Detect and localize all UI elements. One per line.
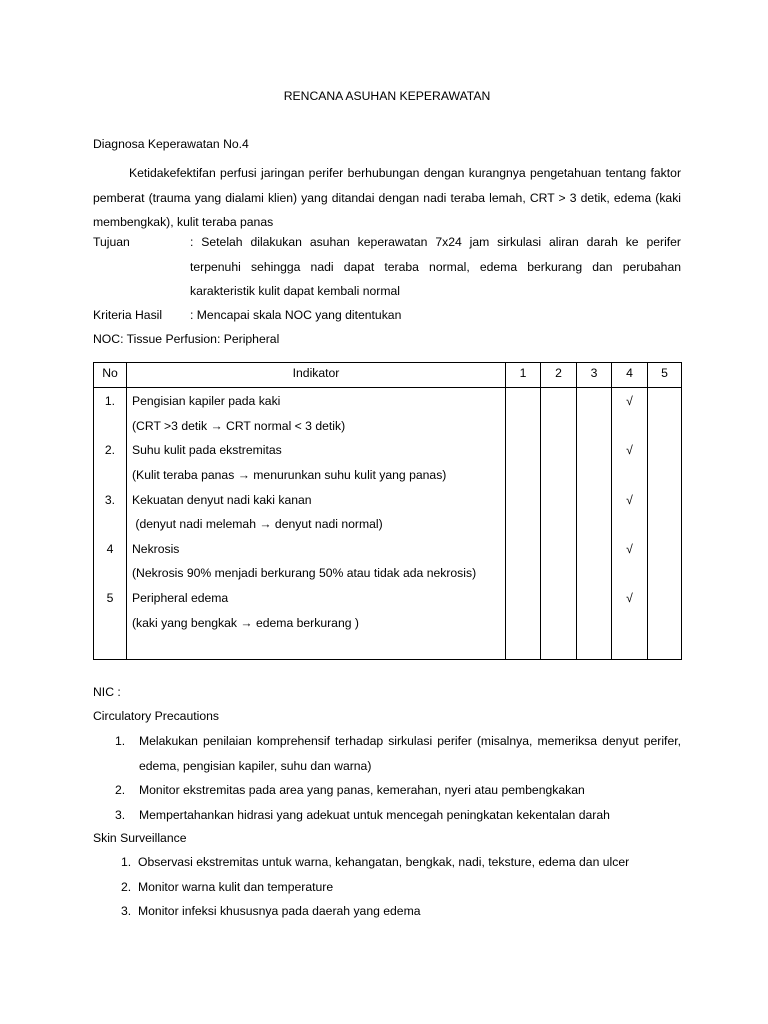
list-text: Monitor infeksi khususnya pada daerah yang edema — [138, 904, 421, 918]
list-item — [93, 778, 681, 803]
skin-heading: Skin Surveillance — [93, 831, 187, 845]
list-item — [93, 899, 681, 924]
indicator-item — [132, 438, 505, 487]
list-number: 1. — [115, 734, 126, 748]
row-number: 2. — [104, 443, 116, 458]
noc-table — [93, 362, 682, 660]
list-item — [93, 803, 681, 828]
goal-label: Tujuan — [93, 235, 130, 249]
check-mark: √ — [626, 541, 633, 556]
diagnosis-heading: Diagnosa Keperawatan No.4 — [93, 137, 249, 151]
indicator-detail: (CRT >3 detik → CRT normal < 3 detik) — [132, 418, 346, 433]
list-text: Monitor ekstremitas pada area yang panas, kemerahan, nyeri atau pembengkakan — [139, 783, 585, 797]
list-item — [93, 850, 681, 875]
criteria-text: : Mencapai skala NOC yang ditentukan — [190, 308, 402, 322]
header-no: No — [94, 363, 127, 388]
list-text: Observasi ekstremitas untuk warna, kehangatan, bengkak, nadi, teksture, edema dan ulcer — [138, 855, 630, 869]
list-item — [93, 729, 681, 778]
diagnosis-text: Ketidakefektifan perfusi jaringan perifer berhubungan dengan kurangnya pengetahuan tentang faktor pemberat (trauma yang dialami klien) yang ditandai dengan nadi teraba lemah, CRT > 3 detik, edema (kaki membengkak), kulit teraba panas — [93, 166, 681, 229]
goal-text: : Setelah dilakukan asuhan keperawatan 7x24 jam sirkulasi aliran darah ke perifer terpenuhi sehingga nadi dapat teraba normal, edema berkurang dan perubahan karakteristik kulit dapat kembali normal — [190, 235, 681, 298]
list-number: 2. — [115, 783, 126, 797]
list-number: 2. — [121, 879, 132, 894]
header-scale-2: 2 — [541, 363, 577, 388]
noc-heading: NOC: Tissue Perfusion: Peripheral — [93, 332, 280, 346]
nic-heading: NIC : — [93, 685, 121, 699]
table-row — [94, 388, 682, 660]
header-scale-4: 4 — [612, 363, 648, 388]
circulatory-heading: Circulatory Precautions — [93, 709, 219, 723]
list-number: 1. — [121, 855, 132, 869]
scale-3-column — [577, 388, 612, 660]
no-column — [94, 388, 127, 660]
list-item — [93, 875, 681, 900]
row-number: 3. — [104, 492, 116, 507]
indicator-column — [127, 388, 506, 660]
skin-list — [93, 850, 681, 924]
document-title: RENCANA ASUHAN KEPERAWATAN — [283, 89, 491, 103]
row-number: 4 — [106, 541, 114, 556]
indicator-name: Suhu kulit pada ekstremitas — [132, 443, 282, 458]
indicator-detail: (denyut nadi melemah → denyut nadi normal) — [132, 517, 383, 532]
indicator-name: Peripheral edema — [132, 591, 229, 606]
check-mark: √ — [626, 591, 633, 606]
indicator-item — [132, 537, 505, 586]
scale-5-column — [648, 388, 682, 660]
indicator-detail: (Kulit teraba panas → menurunkan suhu kulit yang panas) — [132, 467, 447, 482]
indicator-name: Kekuatan denyut nadi kaki kanan — [132, 492, 312, 507]
indicator-item — [132, 586, 505, 635]
header-scale-5: 5 — [648, 363, 682, 388]
indicator-detail: (kaki yang bengkak → edema berkurang ) — [132, 615, 359, 630]
indicator-item — [132, 389, 505, 438]
list-text: Melakukan penilaian komprehensif terhadap sirkulasi perifer (misalnya, memeriksa denyut perifer, edema, pengisian kapiler, suhu dan warna) — [139, 734, 681, 773]
list-number: 3. — [115, 807, 126, 822]
indicator-name: Nekrosis — [132, 541, 180, 556]
indicator-detail: (Nekrosis 90% menjadi berkurang 50% atau tidak ada nekrosis) — [132, 566, 477, 581]
scale-4-column — [612, 388, 648, 660]
list-text: Mempertahankan hidrasi yang adekuat untuk mencegah peningkatan kekentalan darah — [139, 807, 610, 822]
indicator-item — [132, 488, 505, 537]
check-mark: √ — [626, 394, 633, 408]
row-number: 5 — [106, 591, 114, 606]
check-mark: √ — [626, 443, 633, 458]
list-text: Monitor warna kulit dan temperature — [138, 879, 334, 894]
header-scale-3: 3 — [577, 363, 612, 388]
circulatory-list — [93, 729, 681, 827]
row-number: 1. — [104, 394, 116, 408]
check-mark: √ — [626, 492, 633, 507]
table-header-row — [94, 363, 682, 388]
list-number: 3. — [121, 904, 132, 918]
criteria-label: Kriteria Hasil — [93, 308, 163, 322]
header-scale-1: 1 — [506, 363, 541, 388]
header-indikator: Indikator — [127, 363, 506, 388]
scale-1-column — [506, 388, 541, 660]
indicator-name: Pengisian kapiler pada kaki — [132, 394, 281, 408]
scale-2-column — [541, 388, 577, 660]
